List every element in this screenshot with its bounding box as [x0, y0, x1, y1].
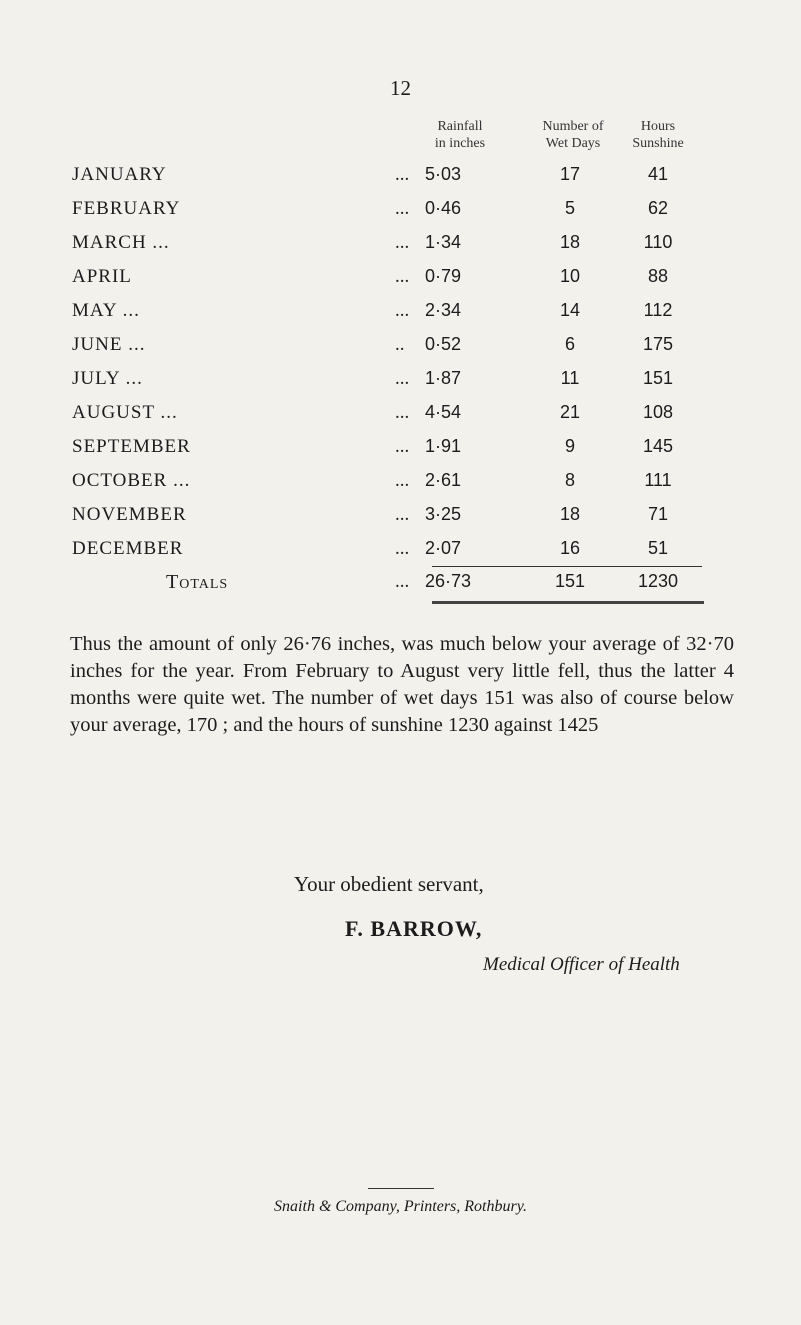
table-row	[0, 470, 801, 504]
totals-row	[0, 571, 801, 605]
month-label: MARCH ...	[72, 232, 170, 253]
officer-title: Medical Officer of Health	[483, 954, 680, 975]
wet-days-value: 16	[559, 538, 581, 558]
sunshine-value: 41	[647, 164, 669, 184]
rainfall-value: 2·61	[425, 470, 462, 490]
dot-leader: ...	[395, 300, 410, 321]
totals-top-rule	[432, 566, 702, 567]
rainfall-value: 1·87	[425, 368, 462, 388]
wet-days-value: 18	[559, 504, 581, 524]
sunshine-value: 112	[643, 300, 673, 320]
closing-line: Your obedient servant,	[294, 872, 484, 896]
dot-leader: ...	[395, 538, 410, 559]
dot-leader: ...	[395, 470, 410, 491]
rainfall-value: 4·54	[425, 402, 462, 422]
sunshine-value: 145	[642, 436, 674, 456]
sunshine-value: 175	[642, 334, 674, 354]
rainfall-value: 2·07	[425, 538, 462, 558]
page-number: 12	[390, 76, 411, 100]
table-row	[0, 164, 801, 198]
table-row	[0, 232, 801, 266]
month-label: MAY ...	[72, 300, 140, 321]
month-label: APRIL	[72, 266, 132, 287]
sunshine-value: 110	[643, 232, 673, 252]
month-label: AUGUST ...	[72, 402, 178, 423]
rainfall-value: 0·46	[425, 198, 462, 218]
wet-days-header-line-2: Wet Days	[545, 136, 601, 151]
rainfall-value: 1·91	[425, 436, 462, 456]
table-row	[0, 504, 801, 538]
month-label: FEBRUARY	[72, 198, 181, 219]
printer-imprint: Snaith & Company, Printers, Rothbury.	[274, 1198, 527, 1215]
sunshine-value: 111	[644, 470, 672, 490]
wet-days-value: 5	[564, 198, 575, 218]
wet-days-value: 14	[559, 300, 581, 320]
sunshine-value: 51	[647, 538, 669, 558]
dot-leader: ...	[395, 571, 410, 592]
sunshine-value: 151	[642, 368, 674, 388]
wet-days-header-line-1: Number of	[542, 119, 604, 134]
dot-leader: ...	[395, 266, 410, 287]
sunshine-value: 108	[642, 402, 674, 422]
rainfall-column-header	[420, 118, 500, 152]
wet-days-value: 18	[559, 232, 581, 252]
dot-leader: ...	[395, 232, 410, 253]
wet-days-value: 6	[564, 334, 575, 354]
dot-leader: ..	[395, 334, 405, 355]
sunshine-column-header	[618, 118, 698, 152]
dot-leader: ...	[395, 504, 410, 525]
sunshine-value: 62	[647, 198, 669, 218]
dot-leader: ...	[395, 164, 410, 185]
table-row	[0, 266, 801, 300]
sunshine-value: 88	[647, 266, 669, 286]
dot-leader: ...	[395, 402, 410, 423]
rainfall-value: 0·52	[425, 334, 462, 354]
table-row	[0, 368, 801, 402]
month-label: JULY ...	[72, 368, 143, 389]
rainfall-value: 0·79	[425, 266, 462, 286]
rainfall-header-line-1: Rainfall	[437, 119, 483, 134]
totals-bottom-rule	[432, 601, 704, 604]
table-row	[0, 198, 801, 232]
sunshine-value: 71	[647, 504, 669, 524]
month-label: DECEMBER	[72, 538, 184, 559]
month-label: JUNE ...	[72, 334, 146, 355]
total-rainfall-value: 26·73	[425, 571, 472, 591]
rainfall-value: 3·25	[425, 504, 462, 524]
dot-leader: ...	[395, 368, 410, 389]
month-label: OCTOBER ...	[72, 470, 191, 491]
total-sunshine-value: 1230	[637, 571, 679, 591]
rainfall-value: 5·03	[425, 164, 462, 184]
footer-rule	[368, 1188, 434, 1189]
rainfall-value: 1·34	[425, 232, 462, 252]
month-label: NOVEMBER	[72, 504, 187, 525]
wet-days-value: 11	[560, 368, 580, 388]
wet-days-value: 17	[559, 164, 581, 184]
signature-name: F. BARROW,	[345, 916, 483, 941]
sunshine-header-line-2: Sunshine	[632, 136, 684, 151]
table-row	[0, 402, 801, 436]
totals-label: Totals	[166, 571, 229, 593]
wet-days-value: 10	[559, 266, 581, 286]
wet-days-value: 8	[564, 470, 575, 490]
table-row	[0, 334, 801, 368]
month-label: SEPTEMBER	[72, 436, 191, 457]
summary-paragraph: Thus the amount of only 26·76 inches, was much below your average of 32·70 inches for the year. From February to August very little fell, thus the latter 4 months were quite wet. The number of wet days 151 was also of course below your average, 170 ; and the hours of sunshine 1230 against 1425	[70, 633, 734, 736]
dot-leader: ...	[395, 198, 410, 219]
month-label: JANUARY	[72, 164, 167, 185]
rainfall-header-line-2: in inches	[434, 136, 486, 151]
total-wet-days-value: 151	[554, 571, 586, 591]
wet-days-value: 9	[564, 436, 575, 456]
rainfall-value: 2·34	[425, 300, 462, 320]
table-row	[0, 436, 801, 470]
table-row	[0, 300, 801, 334]
sunshine-header-line-1: Hours	[640, 119, 676, 134]
dot-leader: ...	[395, 436, 410, 457]
wet-days-column-header	[528, 118, 618, 152]
wet-days-value: 21	[559, 402, 581, 422]
